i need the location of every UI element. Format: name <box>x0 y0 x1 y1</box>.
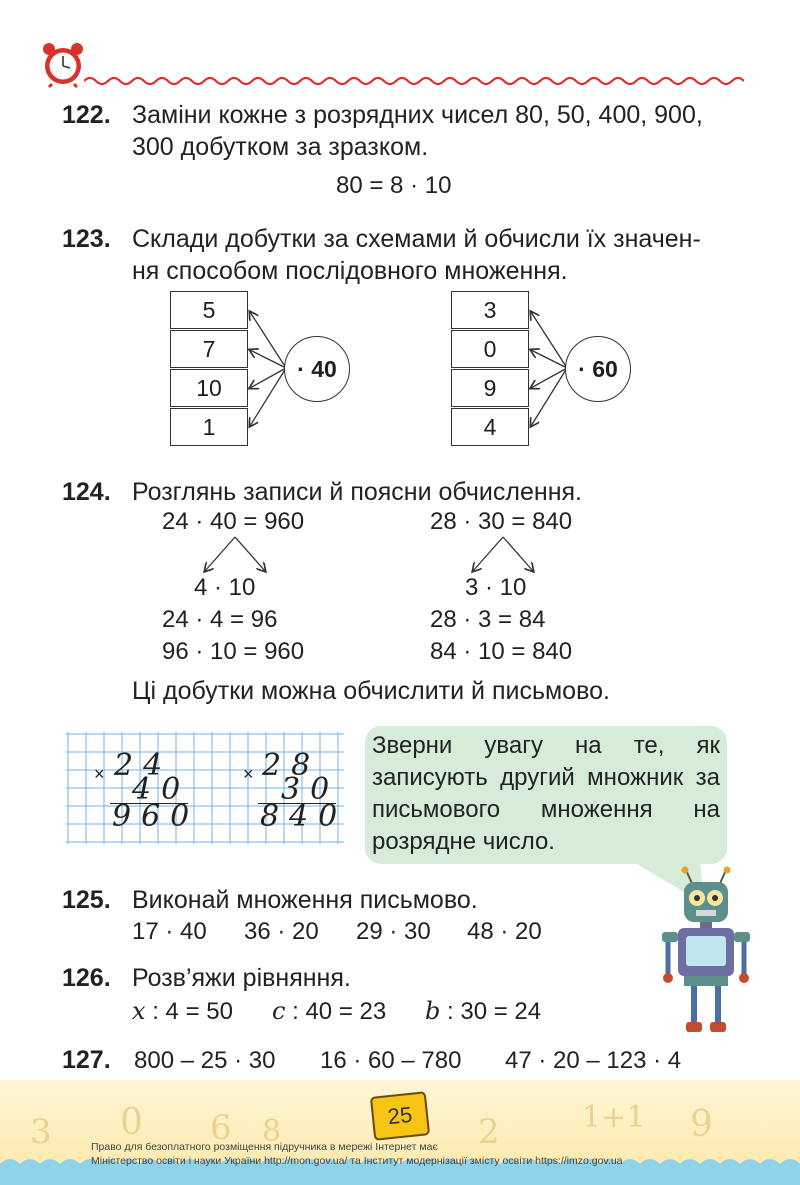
task-124-left-split: 4 · 10 <box>194 574 256 601</box>
task-126-equation <box>272 997 386 1026</box>
task-126-equation <box>132 997 233 1026</box>
task-124-right-top: 28 · 30 = 840 <box>430 508 573 535</box>
equation-variable: c <box>272 997 286 1025</box>
task-126-equation <box>425 997 541 1026</box>
task-124-left-step2: 96 · 10 = 960 <box>162 638 305 665</box>
equation-variable: x <box>132 997 146 1025</box>
task-number-123: 123. <box>62 225 111 253</box>
written-mult-1-result: 960 <box>112 799 200 834</box>
equation-rest: : 4 = 50 <box>145 998 233 1025</box>
task-123-text-line1: Склади добутки за схемами й обчисли їх значен- <box>132 225 701 253</box>
task-125-item: 36 · 20 <box>244 918 319 945</box>
task-125-item: 48 · 20 <box>467 918 542 945</box>
scheme-right-cell: 0 <box>451 330 529 368</box>
decor-digit: 3 <box>30 1112 52 1152</box>
written-mult-1-a: 24 <box>114 748 173 783</box>
task-126-text-line1: Розв’яжи рівняння. <box>132 964 351 992</box>
task-124-left-split-arrows <box>195 535 275 577</box>
decor-digit: 1+1 <box>582 1100 646 1135</box>
decor-digit: 0 <box>120 1102 143 1143</box>
written-mult-2-a: 28 <box>262 748 321 783</box>
decor-digit: 8 <box>262 1114 282 1149</box>
task-number-127: 127. <box>62 1046 111 1074</box>
task-number-122: 122. <box>62 101 111 129</box>
task-127-item: 16 · 60 – 780 <box>320 1047 462 1074</box>
task-124-right-step1: 28 · 3 = 84 <box>430 606 546 633</box>
task-125-text-line1: Виконай множення письмово. <box>132 886 478 914</box>
multiply-sign: × <box>94 764 105 784</box>
task-122-text-line2: 300 добутком за зразком. <box>132 133 429 161</box>
task-125-item: 29 · 30 <box>356 918 431 945</box>
task-124-note: Ці добутки можна обчислити й письмово. <box>132 677 610 705</box>
decor-digit: 2 <box>478 1112 500 1152</box>
scheme-right-multiplier: · 60 <box>565 336 631 402</box>
alarm-clock-icon <box>40 40 86 88</box>
multiply-sign: × <box>243 764 254 784</box>
task-127-item: 800 – 25 · 30 <box>134 1047 276 1074</box>
task-125-item: 17 · 40 <box>132 918 207 945</box>
written-mult-1-b: 40 <box>132 772 191 807</box>
task-123-text-line2: ня способом послідовного множення. <box>132 257 568 285</box>
task-124-left-step1: 24 · 4 = 96 <box>162 606 278 633</box>
task-number-125: 125. <box>62 886 111 914</box>
scheme-right-cell: 9 <box>451 369 529 407</box>
scheme-left-cell: 5 <box>170 291 248 329</box>
task-124-right-step2: 84 · 10 = 840 <box>430 638 573 665</box>
scheme-left-cell: 10 <box>170 369 248 407</box>
scheme-left-cell: 1 <box>170 408 248 446</box>
equation-rest: : 30 = 24 <box>440 998 542 1025</box>
equation-variable: b <box>425 997 441 1025</box>
robot-illustration <box>654 866 758 1036</box>
footer-license-line1: Право для безоплатного розміщення підручника в мережі Інтернет має <box>91 1141 438 1153</box>
footer-license-line2: Міністерство освіти і науки України http://mon.gov.ua/ та Інститут модернізації змісту освіти https://imzo.gov.ua <box>91 1155 623 1167</box>
speech-bubble-text: Зверни увагу на те, як записують другий множник за письмового множення на розрядне число. <box>372 732 720 855</box>
scheme-left-multiplier: · 40 <box>284 336 350 402</box>
task-122-example: 80 = 8 · 10 <box>336 172 452 199</box>
task-124-text-line1: Розглянь записи й поясни обчислення. <box>132 478 582 506</box>
scheme-right-cell: 4 <box>451 408 529 446</box>
task-number-124: 124. <box>62 478 111 506</box>
task-124-right-split: 3 · 10 <box>465 574 527 601</box>
task-number-126: 126. <box>62 964 111 992</box>
task-122-text-line1: Заміни кожне з розрядних чисел 80, 50, 400, 900, <box>132 101 703 129</box>
decor-digit: 6 <box>210 1108 232 1148</box>
scheme-left-cell: 7 <box>170 330 248 368</box>
header-wave-divider <box>84 74 744 88</box>
equation-rest: : 40 = 23 <box>285 998 387 1025</box>
written-mult-2-result: 840 <box>260 799 348 834</box>
scheme-right-cell: 3 <box>451 291 529 329</box>
written-mult-2-b: 30 <box>281 772 340 807</box>
task-124-left-top: 24 · 40 = 960 <box>162 508 305 535</box>
page-number: 25 <box>370 1091 430 1141</box>
task-127-item: 47 · 20 – 123 · 4 <box>505 1047 682 1074</box>
task-124-right-split-arrows <box>463 535 543 577</box>
decor-digit: 9 <box>690 1104 713 1145</box>
